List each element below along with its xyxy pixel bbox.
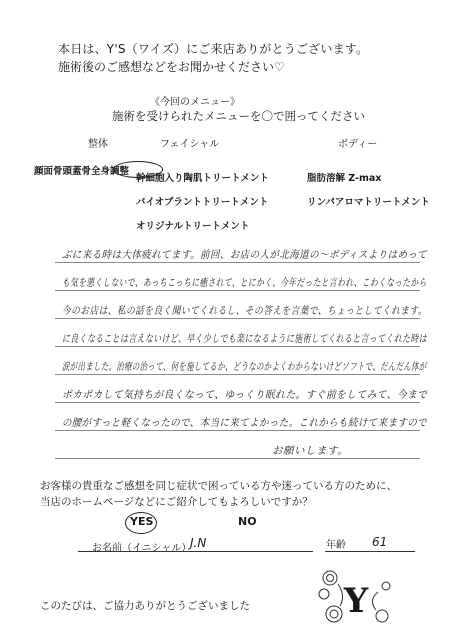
option-body-2[interactable]: リンパアロマトリートメント <box>307 197 430 208</box>
rule-line <box>55 402 420 403</box>
name-label: お名前（イニシャル） <box>92 543 192 554</box>
rule-line <box>55 262 420 263</box>
comment-line-1: ぶに来る時は大体疲れてます。前回、お店の人が北海道の～ボディスよりはめって <box>62 249 428 261</box>
option-facial-1[interactable]: 幹細胞入り陶肌トリートメント <box>136 173 269 184</box>
comment-line-6: ポカポカして気持ちが良くなって、ゆっくり眠れた。すぐ前をしてみて、今まで <box>62 389 428 401</box>
rule-line <box>55 374 420 375</box>
category-body: ボディー <box>338 139 378 150</box>
rule-line <box>55 458 420 459</box>
comment-line-5: 涙が出ました。治療の治って、何を施してるか、どうなのかよくわからないけどソフトで、だんだん体が <box>62 361 427 373</box>
rule-line <box>55 430 420 431</box>
rule-line <box>55 346 420 347</box>
rule-line <box>55 318 420 319</box>
name-underline <box>78 551 313 552</box>
consent-question-line-2: 当店のホームページなどにご紹介してもよろしいですか？ <box>40 496 313 508</box>
menu-instruction: 施術を受けられたメニューを〇で囲ってください <box>112 109 365 123</box>
yes-option[interactable]: YES <box>130 515 154 528</box>
menu-title: 《今回のメニュー》 <box>150 97 240 108</box>
rule-line <box>55 290 420 291</box>
logo-letter: Y <box>343 581 369 621</box>
request-line: 施術後のご感想などをお聞かせください♡ <box>58 60 285 74</box>
option-facial-2[interactable]: バイオプラントトリートメント <box>136 197 269 208</box>
age-value: 61 <box>372 535 388 549</box>
comment-line-2: も気を悪くしないで、あっちこっちに癒されて、とにかく、今年だったと言われ、こわくなったから <box>62 277 427 289</box>
option-seitai-1[interactable]: 顔面骨頭蓋骨全身調整 <box>34 166 130 177</box>
comment-line-3: 今のお店は、私の話を良く聞いてくれるし、その答えを言葉で、ちょっとしてくれます。 <box>62 305 427 317</box>
option-facial-3[interactable]: オリジナルトリートメント <box>136 221 250 232</box>
comment-line-7: の腰がすっと軽くなったので、本当に来てよかった。これからも続けて来ますので <box>62 417 428 429</box>
no-option[interactable]: NO <box>238 515 257 528</box>
consent-question-line-1: お客様の貴重なご感想を同じ症状で困っている方や迷っている方のために、 <box>40 480 397 492</box>
category-facial: フェイシャル <box>160 139 220 150</box>
thanks-footer: このたびは、ご協力ありがとうございました <box>40 600 250 612</box>
age-label: 年齢 <box>326 540 346 551</box>
floral-y-logo <box>316 566 396 634</box>
option-body-1[interactable]: 脂肪溶解 Z-max <box>307 173 382 184</box>
age-underline <box>325 551 415 552</box>
comment-line-8: お願いします。 <box>272 445 349 457</box>
category-seitai: 整体 <box>88 139 108 150</box>
greeting-line: 本日は、Y'S（ワイズ）にご来店ありがとうございます。 <box>58 42 369 56</box>
name-value: J.N <box>190 536 207 550</box>
comment-line-4: に良くなることは言えないけど、早く少しでも楽になるように施術してくれると言ってくれた時は <box>62 333 427 345</box>
